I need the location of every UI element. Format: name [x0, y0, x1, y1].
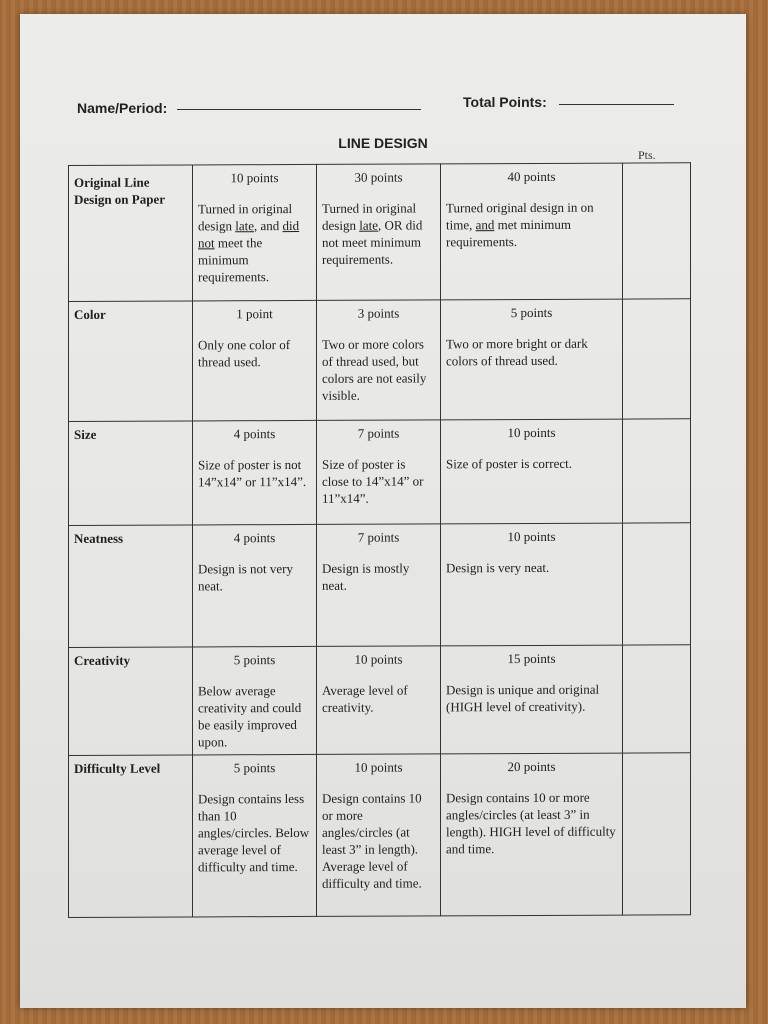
points-label: 15 points	[507, 650, 556, 667]
rubric-paper	[20, 14, 746, 1008]
points-label: 5 points	[233, 760, 276, 776]
criterion-cell: Size	[69, 421, 193, 526]
pts-cell[interactable]	[623, 163, 691, 299]
score-cell	[317, 300, 441, 421]
points-label: 5 points	[233, 652, 276, 668]
description-text: Design is not very neat.	[198, 561, 293, 594]
points-label: 10 points	[507, 424, 556, 441]
score-cell	[193, 646, 317, 755]
description-text: Only one color of thread used.	[198, 337, 291, 370]
score-cell	[441, 419, 623, 524]
points-label: 1 point	[236, 306, 273, 322]
score-cell	[317, 164, 441, 301]
points-label: 7 points	[357, 529, 400, 545]
name-period-label: Name/Period:	[77, 100, 168, 116]
score-cell	[193, 524, 317, 647]
description-text: Below average creativity and could be easily improved upon.	[198, 683, 302, 750]
score-cell	[193, 754, 317, 917]
description-text: Turned original design in on time, and met minimum requirements.	[446, 199, 594, 250]
score-cell	[193, 300, 317, 421]
points-label: 4 points	[233, 530, 276, 546]
total-points-blank	[559, 104, 674, 105]
rubric-row-neatness	[69, 523, 691, 648]
points-label: 40 points	[507, 168, 556, 185]
criterion-cell: Color	[69, 301, 193, 422]
points-label: 30 points	[354, 169, 403, 185]
rubric-row-difficulty	[69, 753, 691, 918]
rubric-row-creativity	[69, 645, 691, 756]
description-text: Turned in original design late, and did not meet the minimum requirements.	[198, 201, 300, 285]
pts-column-label: Pts.	[638, 148, 656, 162]
score-cell	[317, 754, 441, 917]
pts-cell[interactable]	[623, 419, 691, 523]
criterion-cell: Difficulty Level	[69, 755, 193, 918]
criterion-cell: Creativity	[69, 647, 193, 756]
description-text: Turned in original design late, OR did not meet minimum requirements.	[322, 200, 423, 267]
page-title: LINE DESIGN	[338, 135, 428, 151]
description-text: Size of poster is close to 14”x14” or 11”x14”.	[322, 456, 424, 506]
description-text: Size of poster is correct.	[446, 455, 572, 472]
pts-cell[interactable]	[623, 645, 691, 753]
points-label: 10 points	[507, 528, 556, 545]
description-text: Design is unique and original (HIGH level of creativity).	[446, 681, 600, 715]
description-text: Design contains 10 or more angles/circles (at least 3” in length). Average level of difficulty and time.	[322, 790, 422, 891]
score-cell	[193, 420, 317, 525]
description-text: Two or more bright or dark colors of thread used.	[446, 335, 588, 369]
pts-cell[interactable]	[623, 523, 691, 645]
pts-cell[interactable]	[623, 753, 691, 915]
score-cell	[441, 163, 623, 300]
description-text: Design contains 10 or more angles/circles (at least 3” in length). HIGH level of difficulty and time.	[446, 789, 616, 857]
score-cell	[441, 753, 623, 916]
score-cell	[441, 645, 623, 754]
criterion-cell: Neatness	[69, 525, 193, 648]
score-cell	[317, 420, 441, 525]
description-text: Design is very neat.	[446, 559, 550, 576]
rubric-row-size	[69, 419, 691, 526]
points-label: 10 points	[354, 759, 403, 775]
score-cell	[441, 523, 623, 646]
description-text: Design contains less than 10 angles/circles. Below average level of difficulty and time.	[198, 790, 310, 875]
rubric-table	[68, 162, 691, 918]
score-cell	[317, 524, 441, 647]
points-label: 7 points	[357, 425, 400, 441]
points-label: 10 points	[230, 170, 279, 186]
points-label: 3 points	[357, 305, 400, 321]
rubric-row-original-design	[69, 163, 691, 302]
points-label: 5 points	[510, 304, 553, 321]
total-points-label: Total Points:	[463, 94, 547, 110]
criterion-cell: Original Line Design on Paper	[69, 165, 193, 302]
score-cell	[317, 646, 441, 755]
points-label: 20 points	[507, 758, 556, 775]
score-cell	[441, 299, 623, 420]
pts-cell[interactable]	[623, 299, 691, 419]
score-cell	[193, 164, 317, 301]
description-text: Size of poster is not 14”x14” or 11”x14”.	[198, 456, 307, 490]
points-label: 4 points	[233, 426, 276, 442]
name-period-blank	[177, 109, 421, 110]
description-text: Two or more colors of thread used, but colors are not easily visible.	[322, 336, 427, 403]
description-text: Average level of creativity.	[322, 682, 408, 715]
points-label: 10 points	[354, 651, 403, 667]
description-text: Design is mostly neat.	[322, 560, 410, 593]
rubric-row-color	[69, 299, 691, 422]
